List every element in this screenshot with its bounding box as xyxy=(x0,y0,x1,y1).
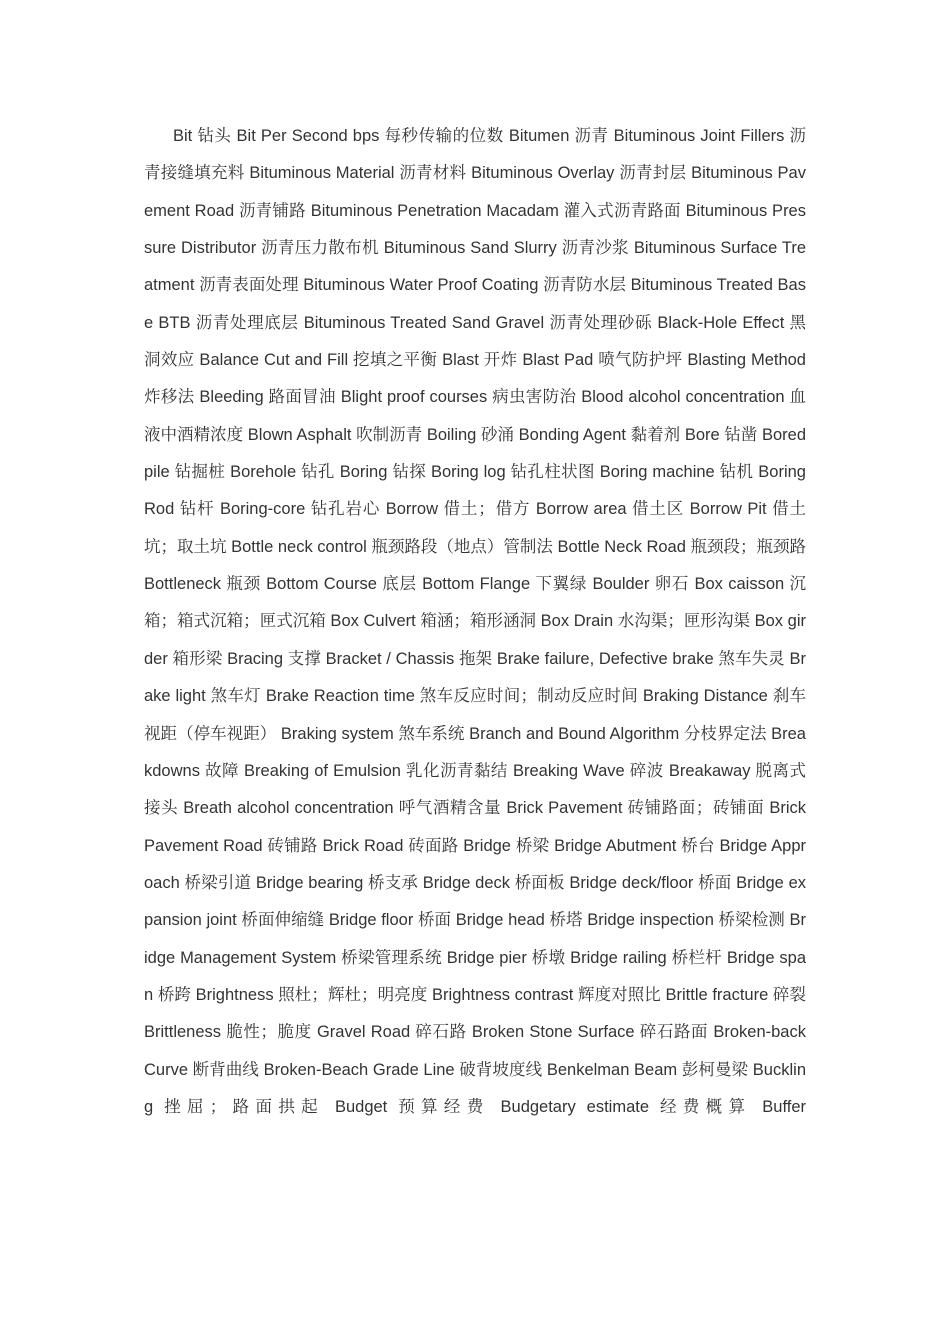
glossary-paragraph: Bit 钻头 Bit Per Second bps 每秒传输的位数 Bitumen 沥青 Bituminous Joint Fillers 沥青接缝填充料 Bituminous Material 沥青材料 Bituminous Overlay 沥青封层 Bituminous Pavement Road 沥青铺路 Bituminous Penetration Macadam 灌入式沥青路面 Bituminous Pressure Distributor 沥青压力散布机 Bituminous Sand Slurry 沥青沙浆 Bituminous Surface Treatment 沥青表面处理 Bituminous Water Proof Coating 沥青防水层 Bituminous Treated Base BTB 沥青处理底层 Bituminous Treated Sand Gravel 沥青处理砂砾 Black-Hole Effect 黑洞效应 Balance Cut and Fill 挖填之平衡 Blast 开炸 Blast Pad 喷气防护坪 Blasting Method 炸移法 Bleeding 路面冒油 Blight proof courses 病虫害防治 Blood alcohol concentration 血液中酒精浓度 Blown Asphalt 吹制沥青 Boiling 砂涌 Bonding Agent 黏着剂 Bore 钻凿 Bored pile 钻掘桩 Borehole 钻孔 Boring 钻探 Boring log 钻孔柱状图 Boring machine 钻机 Boring Rod 钻杆 Boring-core 钻孔岩心 Borrow 借土；借方 Borrow area 借土区 Borrow Pit 借土坑；取土坑 Bottle neck control 瓶颈路段（地点）管制法 Bottle Neck Road 瓶颈段；瓶颈路 Bottleneck 瓶颈 Bottom Course 底层 Bottom Flange 下翼绿 Boulder 卵石 Box caisson 沉箱；箱式沉箱；匣式沉箱 Box Culvert 箱涵；箱形涵洞 Box Drain 水沟渠；匣形沟渠 Box girder 箱形梁 Bracing 支撑 Bracket / Chassis 拖架 Brake failure, Defective brake 煞车失灵 Brake light 煞车灯 Brake Reaction time 煞车反应时间；制动反应时间 Braking Distance 刹车视距（停车视距） Braking system 煞车系统 Branch and Bound Algorithm 分枝界定法 Breakdowns 故障 Breaking of Emulsion 乳化沥青黏结 Breaking Wave 碎波 Breakaway 脱离式接头 Breath alcohol concentration 呼气酒精含量 Brick Pavement 砖铺路面；砖铺面 Brick Pavement Road 砖铺路 Brick Road 砖面路 Bridge 桥梁 Bridge Abutment 桥台 Bridge Approach 桥梁引道 Bridge bearing 桥支承 Bridge deck 桥面板 Bridge deck/floor 桥面 Bridge expansion joint 桥面伸缩缝 Bridge floor 桥面 Bridge head 桥塔 Bridge inspection 桥梁检测 Bridge Management System 桥梁管理系统 Bridge pier 桥墩 Bridge railing 桥栏杆 Bridge span 桥跨 Brightness 照杜；辉杜；明亮度 Brightness contrast 辉度对照比 Brittle fracture 碎裂 Brittleness 脆性；脆度 Gravel Road 碎石路 Broken Stone Surface 碎石路面 Broken-back Curve 断背曲线 Broken-Beach Grade Line 破背坡度线 Benkelman Beam 彭柯曼梁 Buckling 挫屈；路面拱起 Budget 预算经费 Budgetary estimate 经费概算 Buffer xyxy=(144,127,806,1116)
